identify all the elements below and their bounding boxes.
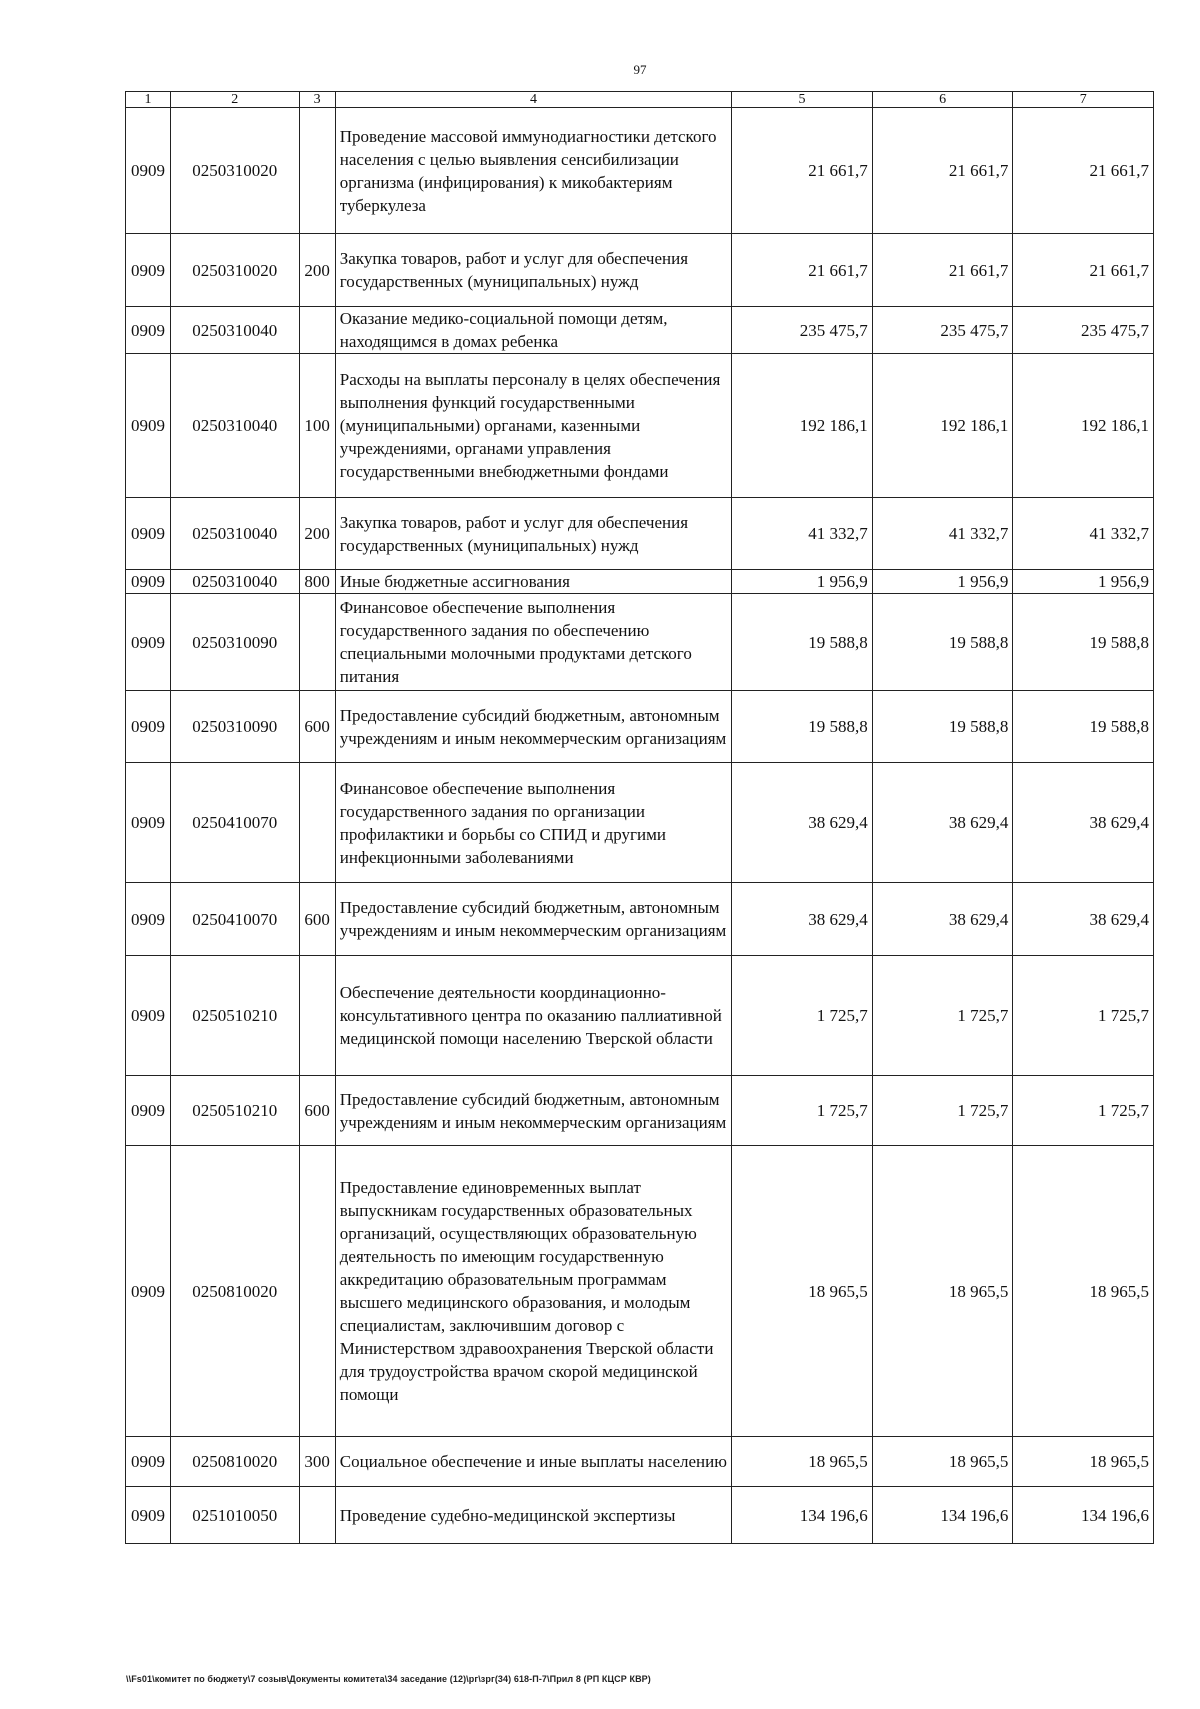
- table-row: [126, 594, 1154, 691]
- header-cell: 2: [171, 92, 300, 108]
- amount-col-6: 41 332,7: [872, 498, 1013, 570]
- amount-col-5: 41 332,7: [732, 498, 873, 570]
- target-article-code: 0250310020: [171, 108, 300, 234]
- expense-type-code: [299, 307, 335, 354]
- target-article-code: 0250310040: [171, 498, 300, 570]
- target-article-code: 0250810020: [171, 1437, 300, 1487]
- amount-col-5: 1 725,7: [732, 1076, 873, 1146]
- amount-col-7: 18 965,5: [1013, 1146, 1154, 1437]
- section-code: 0909: [126, 570, 171, 594]
- amount-col-7: 18 965,5: [1013, 1437, 1154, 1487]
- section-code: 0909: [126, 691, 171, 763]
- amount-col-5: 38 629,4: [732, 883, 873, 956]
- amount-col-6: 38 629,4: [872, 763, 1013, 883]
- expense-type-code: [299, 108, 335, 234]
- amount-col-7: 192 186,1: [1013, 354, 1154, 498]
- amount-col-6: 1 725,7: [872, 956, 1013, 1076]
- table-row: [126, 498, 1154, 570]
- section-code: 0909: [126, 498, 171, 570]
- header-cell: 7: [1013, 92, 1154, 108]
- amount-col-5: 19 588,8: [732, 691, 873, 763]
- amount-col-7: 41 332,7: [1013, 498, 1154, 570]
- table-row: [126, 1437, 1154, 1487]
- item-name: Иные бюджетные ассигнования: [335, 570, 731, 594]
- page-number: 97: [633, 62, 647, 77]
- target-article-code: 0250510210: [171, 1076, 300, 1146]
- section-code: 0909: [126, 1146, 171, 1437]
- amount-col-7: 38 629,4: [1013, 763, 1154, 883]
- item-name: Обеспечение деятельности координационно-консультативного центра по оказанию паллиативной медицинской помощи населению Тверской области: [335, 956, 731, 1076]
- target-article-code: 0250310020: [171, 234, 300, 307]
- section-code: 0909: [126, 883, 171, 956]
- amount-col-6: 19 588,8: [872, 691, 1013, 763]
- table-row: [126, 307, 1154, 354]
- section-code: 0909: [126, 307, 171, 354]
- target-article-code: 0250310040: [171, 354, 300, 498]
- section-code: 0909: [126, 594, 171, 691]
- target-article-code: 0251010050: [171, 1487, 300, 1544]
- item-name: Предоставление единовременных выплат выпускникам государственных образовательных организаций, осуществляющих образовательную деятельность по имеющим государственную аккредитацию образовательным программам высшего медицинского образования, и молодым специалистам, заключившим договор с Министерством здравоохранения Тверской области для трудоустройства врачом скорой медицинской помощи: [335, 1146, 731, 1437]
- table-row: [126, 763, 1154, 883]
- item-name: Закупка товаров, работ и услуг для обеспечения государственных (муниципальных) нужд: [335, 498, 731, 570]
- item-name: Расходы на выплаты персоналу в целях обеспечения выполнения функций государственными (муниципальными) органами, казенными учреждениями, органами управления государственными внебюджетными фондами: [335, 354, 731, 498]
- amount-col-5: 21 661,7: [732, 108, 873, 234]
- header-cell: 3: [299, 92, 335, 108]
- expense-type-code: 800: [299, 570, 335, 594]
- amount-col-5: 192 186,1: [732, 354, 873, 498]
- footer-file-path: \\Fs01\комитет по бюджету\7 созыв\Документы комитета\34 заседание (12)\рг\зрг(34) 618-П-7\Прил 8 (РП КЦСР КВР): [126, 1674, 651, 1684]
- amount-col-5: 1 956,9: [732, 570, 873, 594]
- target-article-code: 0250310040: [171, 307, 300, 354]
- item-name: Проведение судебно-медицинской экспертизы: [335, 1487, 731, 1544]
- header-cell: 5: [732, 92, 873, 108]
- section-code: 0909: [126, 1076, 171, 1146]
- target-article-code: 0250810020: [171, 1146, 300, 1437]
- item-name: Финансовое обеспечение выполнения государственного задания по обеспечению специальными молочными продуктами детского питания: [335, 594, 731, 691]
- expense-type-code: 200: [299, 234, 335, 307]
- amount-col-5: 18 965,5: [732, 1437, 873, 1487]
- amount-col-7: 19 588,8: [1013, 691, 1154, 763]
- amount-col-5: 19 588,8: [732, 594, 873, 691]
- item-name: Закупка товаров, работ и услуг для обеспечения государственных (муниципальных) нужд: [335, 234, 731, 307]
- expense-type-code: 100: [299, 354, 335, 498]
- section-code: 0909: [126, 1437, 171, 1487]
- header-cell: 6: [872, 92, 1013, 108]
- amount-col-7: 21 661,7: [1013, 234, 1154, 307]
- table-row: [126, 234, 1154, 307]
- header-cell: 4: [335, 92, 731, 108]
- amount-col-7: 38 629,4: [1013, 883, 1154, 956]
- target-article-code: 0250510210: [171, 956, 300, 1076]
- section-code: 0909: [126, 354, 171, 498]
- target-article-code: 0250410070: [171, 763, 300, 883]
- section-code: 0909: [126, 763, 171, 883]
- amount-col-6: 235 475,7: [872, 307, 1013, 354]
- expense-type-code: 200: [299, 498, 335, 570]
- item-name: Финансовое обеспечение выполнения государственного задания по организации профилактики и борьбы со СПИД и другими инфекционными заболеваниями: [335, 763, 731, 883]
- item-name: Предоставление субсидий бюджетным, автономным учреждениям и иным некоммерческим организациям: [335, 1076, 731, 1146]
- amount-col-6: 18 965,5: [872, 1146, 1013, 1437]
- amount-col-6: 21 661,7: [872, 234, 1013, 307]
- expense-type-code: [299, 1487, 335, 1544]
- table-row: [126, 108, 1154, 234]
- section-code: 0909: [126, 234, 171, 307]
- table-row: [126, 1487, 1154, 1544]
- table-row: [126, 1146, 1154, 1437]
- table-row: [126, 1076, 1154, 1146]
- expense-type-code: 600: [299, 1076, 335, 1146]
- amount-col-5: 235 475,7: [732, 307, 873, 354]
- table-row: [126, 691, 1154, 763]
- target-article-code: 0250310090: [171, 691, 300, 763]
- amount-col-6: 1 956,9: [872, 570, 1013, 594]
- item-name: Предоставление субсидий бюджетным, автономным учреждениям и иным некоммерческим организациям: [335, 883, 731, 956]
- table-row: [126, 354, 1154, 498]
- section-code: 0909: [126, 108, 171, 234]
- header-cell: 1: [126, 92, 171, 108]
- amount-col-6: 134 196,6: [872, 1487, 1013, 1544]
- expense-type-code: [299, 763, 335, 883]
- expense-type-code: 600: [299, 691, 335, 763]
- amount-col-5: 21 661,7: [732, 234, 873, 307]
- item-name: Предоставление субсидий бюджетным, автономным учреждениям и иным некоммерческим организациям: [335, 691, 731, 763]
- amount-col-5: 38 629,4: [732, 763, 873, 883]
- budget-table: [125, 91, 1154, 1544]
- target-article-code: 0250310040: [171, 570, 300, 594]
- amount-col-6: 1 725,7: [872, 1076, 1013, 1146]
- amount-col-6: 192 186,1: [872, 354, 1013, 498]
- amount-col-7: 1 725,7: [1013, 956, 1154, 1076]
- amount-col-7: 1 725,7: [1013, 1076, 1154, 1146]
- table-row: [126, 570, 1154, 594]
- header-row: [126, 92, 1154, 108]
- target-article-code: 0250410070: [171, 883, 300, 956]
- amount-col-7: 19 588,8: [1013, 594, 1154, 691]
- amount-col-7: 235 475,7: [1013, 307, 1154, 354]
- expense-type-code: [299, 594, 335, 691]
- amount-col-5: 1 725,7: [732, 956, 873, 1076]
- expense-type-code: 300: [299, 1437, 335, 1487]
- amount-col-6: 19 588,8: [872, 594, 1013, 691]
- amount-col-7: 21 661,7: [1013, 108, 1154, 234]
- expense-type-code: 600: [299, 883, 335, 956]
- amount-col-6: 38 629,4: [872, 883, 1013, 956]
- item-name: Оказание медико-социальной помощи детям, находящимся в домах ребенка: [335, 307, 731, 354]
- section-code: 0909: [126, 956, 171, 1076]
- expense-type-code: [299, 956, 335, 1076]
- amount-col-5: 18 965,5: [732, 1146, 873, 1437]
- expense-type-code: [299, 1146, 335, 1437]
- amount-col-7: 134 196,6: [1013, 1487, 1154, 1544]
- item-name: Социальное обеспечение и иные выплаты населению: [335, 1437, 731, 1487]
- amount-col-6: 18 965,5: [872, 1437, 1013, 1487]
- amount-col-6: 21 661,7: [872, 108, 1013, 234]
- amount-col-5: 134 196,6: [732, 1487, 873, 1544]
- section-code: 0909: [126, 1487, 171, 1544]
- table-row: [126, 956, 1154, 1076]
- table-row: [126, 883, 1154, 956]
- amount-col-7: 1 956,9: [1013, 570, 1154, 594]
- target-article-code: 0250310090: [171, 594, 300, 691]
- item-name: Проведение массовой иммунодиагностики детского населения с целью выявления сенсибилизации организма (инфицирования) к микобактериям туберкулеза: [335, 108, 731, 234]
